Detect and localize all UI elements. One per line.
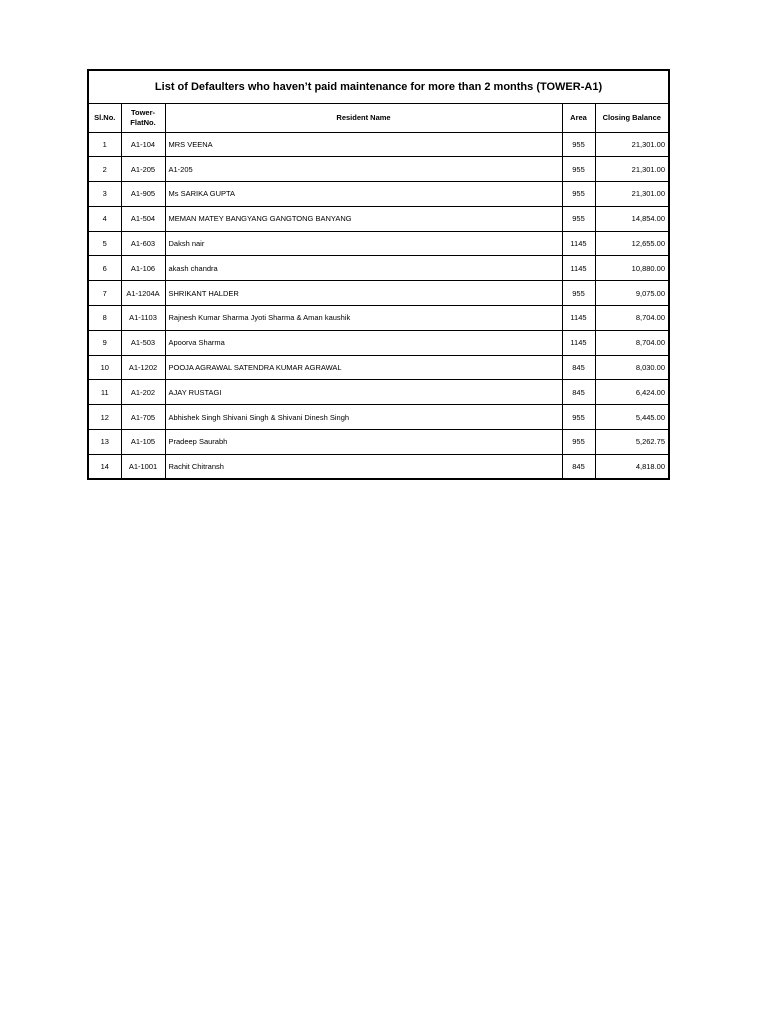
table-row [88,454,669,479]
cell-closing-balance: 9,075.00 [595,281,669,306]
table-row [88,206,669,231]
cell-closing-balance: 6,424.00 [595,380,669,405]
table-title: List of Defaulters who haven’t paid maintenance for more than 2 months (TOWER-A1) [88,70,669,103]
cell-resident-name: MEMAN MATEY BANGYANG GANGTONG BANYANG [165,206,562,231]
cell-flat-no: A1-504 [121,206,165,231]
cell-area: 1145 [562,330,595,355]
defaulters-table [87,69,670,480]
table-row [88,281,669,306]
cell-resident-name: Ms SARIKA GUPTA [165,182,562,207]
cell-flat-no: A1-705 [121,405,165,430]
cell-resident-name: SHRIKANT HALDER [165,281,562,306]
cell-area: 955 [562,405,595,430]
cell-sl-no: 8 [88,306,121,331]
table-row [88,380,669,405]
table-row [88,182,669,207]
title-row [88,70,669,103]
cell-area: 955 [562,132,595,157]
cell-closing-balance: 21,301.00 [595,157,669,182]
cell-closing-balance: 14,854.00 [595,206,669,231]
cell-resident-name: akash chandra [165,256,562,281]
header-closing-balance: Closing Balance [595,103,669,132]
cell-closing-balance: 12,655.00 [595,231,669,256]
cell-closing-balance: 21,301.00 [595,182,669,207]
cell-closing-balance: 21,301.00 [595,132,669,157]
cell-resident-name: POOJA AGRAWAL SATENDRA KUMAR AGRAWAL [165,355,562,380]
cell-area: 845 [562,355,595,380]
cell-sl-no: 1 [88,132,121,157]
cell-sl-no: 2 [88,157,121,182]
header-tower-flat-line1: Tower- [130,107,156,117]
cell-resident-name: Apoorva Sharma [165,330,562,355]
header-tower-flat-line2: FlatNo. [130,117,156,127]
cell-area: 1145 [562,231,595,256]
table-row [88,430,669,455]
table-row [88,256,669,281]
table-row [88,157,669,182]
cell-sl-no: 12 [88,405,121,430]
cell-area: 955 [562,182,595,207]
cell-closing-balance: 10,880.00 [595,256,669,281]
cell-flat-no: A1-205 [121,157,165,182]
header-resident-name: Resident Name [165,103,562,132]
cell-closing-balance: 5,445.00 [595,405,669,430]
cell-flat-no: A1-202 [121,380,165,405]
cell-area: 955 [562,430,595,455]
cell-flat-no: A1-1202 [121,355,165,380]
cell-area: 1145 [562,256,595,281]
header-tower-flat-no [121,103,165,132]
cell-sl-no: 3 [88,182,121,207]
cell-area: 845 [562,380,595,405]
cell-sl-no: 14 [88,454,121,479]
cell-closing-balance: 8,704.00 [595,330,669,355]
cell-sl-no: 9 [88,330,121,355]
cell-area: 955 [562,281,595,306]
cell-sl-no: 10 [88,355,121,380]
cell-area: 955 [562,157,595,182]
cell-resident-name: Abhishek Singh Shivani Singh & Shivani Dinesh Singh [165,405,562,430]
cell-flat-no: A1-603 [121,231,165,256]
cell-flat-no: A1-1204A [121,281,165,306]
table-row [88,405,669,430]
cell-sl-no: 11 [88,380,121,405]
cell-flat-no: A1-106 [121,256,165,281]
table-row [88,231,669,256]
table-row [88,132,669,157]
cell-sl-no: 6 [88,256,121,281]
cell-resident-name: A1-205 [165,157,562,182]
table-row [88,355,669,380]
header-sl-no: Sl.No. [88,103,121,132]
cell-area: 845 [562,454,595,479]
table-row [88,306,669,331]
table-body [88,132,669,479]
cell-flat-no: A1-1001 [121,454,165,479]
cell-resident-name: MRS VEENA [165,132,562,157]
cell-sl-no: 5 [88,231,121,256]
header-row [88,103,669,132]
cell-resident-name: Rachit Chitransh [165,454,562,479]
header-area: Area [562,103,595,132]
table-row [88,330,669,355]
cell-flat-no: A1-905 [121,182,165,207]
cell-flat-no: A1-105 [121,430,165,455]
cell-area: 1145 [562,306,595,331]
cell-resident-name: Daksh nair [165,231,562,256]
cell-closing-balance: 8,030.00 [595,355,669,380]
cell-closing-balance: 4,818.00 [595,454,669,479]
cell-area: 955 [562,206,595,231]
cell-flat-no: A1-104 [121,132,165,157]
cell-closing-balance: 5,262.75 [595,430,669,455]
cell-closing-balance: 8,704.00 [595,306,669,331]
cell-sl-no: 7 [88,281,121,306]
cell-resident-name: Pradeep Saurabh [165,430,562,455]
cell-sl-no: 13 [88,430,121,455]
cell-resident-name: Rajnesh Kumar Sharma Jyoti Sharma & Aman kaushik [165,306,562,331]
cell-flat-no: A1-1103 [121,306,165,331]
cell-resident-name: AJAY RUSTAGI [165,380,562,405]
cell-flat-no: A1-503 [121,330,165,355]
cell-sl-no: 4 [88,206,121,231]
